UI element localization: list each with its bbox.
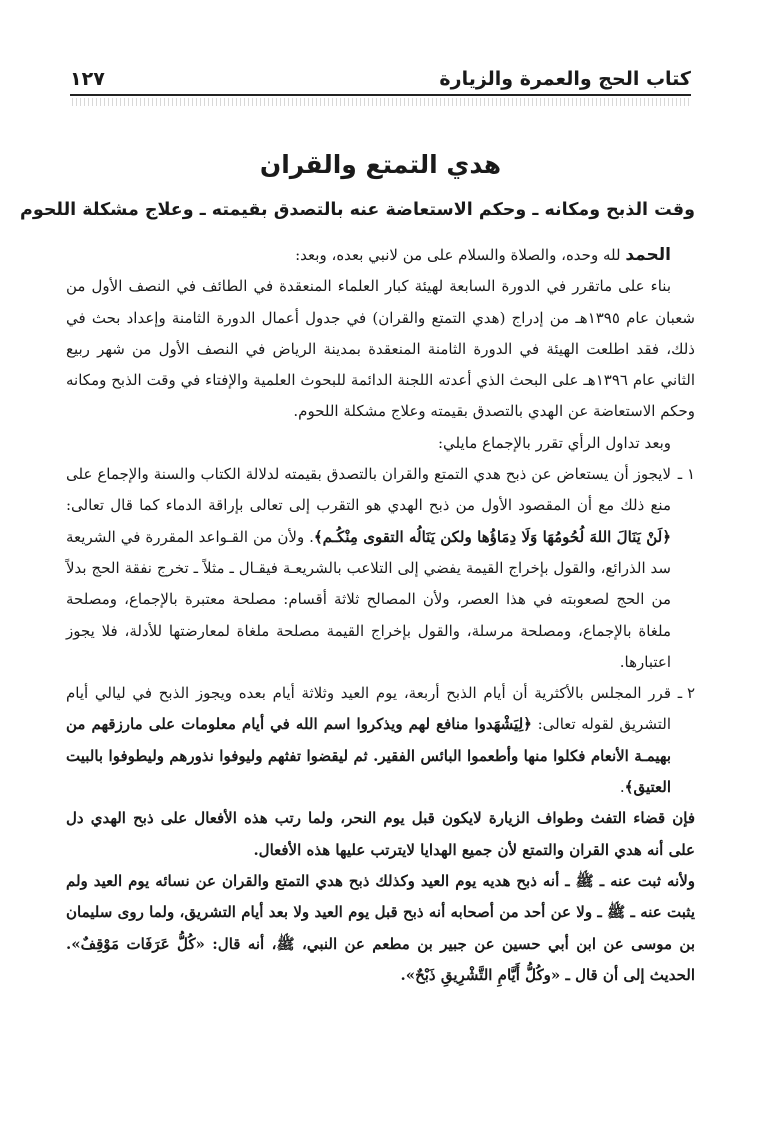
chapter-title: هدي التمتع والقران: [259, 150, 502, 179]
evidence-text-mid: . الحديث إلى أن قال ـ: [66, 934, 695, 984]
page-number: ١٢٧: [70, 68, 105, 90]
item-text-continued: .: [619, 778, 625, 797]
evidence-text: ولأنه ثبت عنه ـ ﷺ ـ أنه ذبح هديه يوم العيد وكذلك ذبح هدي التمتع والقران عن نسائه يوم العيد ولم يثبت عنه ـ ﷺ ـ ولا عن أحد من أصحابه أنه ذبح قبل يوم العيد ولا بعد أيام التشريق، ولما روى سليمان بن موسى عن ابن أبي حسين عن جبير بن مطعم عن النبي، ﷺ، أنه قال:: [66, 871, 696, 953]
intro-text: لله وحده، والصلاة والسلام على من لانبي بعده، وبعد:: [295, 246, 626, 264]
hadith-quote-1: «كُلُّ عَرَفَات مَوْقِفٌ»: [71, 934, 205, 953]
hamd-word: الحمد: [625, 245, 671, 265]
quran-verse: ﴿لِيَشْهَدوا منافع لهم ويذكروا اسم الله في أيام معلومات على مارزقهم من بهيمـة الأنعام فكلوا منها وأطعموا البائس الفقير. ثم ليقضوا تفثهم وليوفوا نذورهم وليطوفوا بالبيت العتيق﴾: [66, 715, 671, 797]
header-divider: [72, 98, 689, 106]
item-text-continued: . ولأن من القـواعد المقررة في الشريعة سد الذرائع، والقول بإخراج القيمة يفضي إلى التلاعب بالشريعـة فيقـال ـ مثلاً ـ تخرج نفقة الحج بدلاً من الحج لصعوبته في هذا العصر، ولأن المصالح ثلاثة أقسام: مصلحة معتبرة بالإجماع، ومصلحة ملغاة بالإجماع، ومصلحة مرسلة، والقول بإخراج القيمة مصلحة ملغاة لمعارضتها للأدلة، فلا يجوز اعتبارها.: [66, 527, 671, 671]
item-number: ١ ـ: [677, 465, 695, 484]
paragraph-explanation: فإن قضاء التفث وطواف الزيارة لايكون قبل يوم النحر، ولما رتب هذه الأفعال على ذبح الهدي دل على أنه هدي القران والتمتع لأن جميع الهدايا لايترتب عليها هذه الأفعال.: [66, 809, 695, 859]
paragraph-evidence: [66, 866, 695, 991]
decision-item-1: [66, 459, 695, 678]
item-text: قرر المجلس بالأكثرية أن أيام الذبح أربعة، يوم العيد وثلاثة أيام بعده ويجوز الذبح في ليالي أيام التشريق لقوله تعالى:: [66, 684, 671, 734]
evidence-text-end: .: [400, 965, 406, 984]
paragraph-consensus: وبعد تداول الرأي تقرر بالإجماع مايلي:: [438, 433, 671, 452]
chapter-subtitle: وقت الذبح ومكانه ـ وحكم الاستعاضة عنه بالتصدق بقيمته ـ وعلاج مشكلة اللحوم: [20, 200, 695, 220]
body-text: [66, 240, 695, 991]
decision-item-2: [66, 678, 695, 803]
paragraph-decision-background: بناء على ماتقرر في الدورة السابعة لهيئة كبار العلماء المنعقدة في الطائف في النصف الأول من شعبان عام ١٣٩٥هـ من إدراج (هدي التمتع والقران) في جدول أعمال الدورة الثامنة وإعداد بحث في ذلك، فقد اطلعت الهيئة في الدورة الثامنة المنعقدة بمدينة الرياض في النصف الأول من شهر ربيع الثاني عام ١٣٩٦هـ على البحث الذي أعدته اللجنة الدائمة للبحوث العلمية والإفتاء في وقت الذبح ومكانه وحكم الاستعاضة عن الهدي بالتصدق بقيمته وعلاج مشكلة اللحوم.: [66, 277, 696, 421]
item-text: لايجوز أن يستعاض عن ذبح هدي التمتع والقران بالتصدق بقيمته لدلالة الكتاب والسنة والإجماع على منع ذلك مع أن المقصود الأول من ذبح الهدي هو التقرب إلى تعالى بإراقة الدماء كما قال تعالى:: [66, 465, 671, 515]
running-header: [70, 50, 691, 96]
book-title: كتاب الحج والعمرة والزيارة: [439, 68, 691, 90]
quran-verse: ﴿لَنْ يَنَالَ اللهَ لُحُومُهَا وَلَا دِمَاؤُها ولكن يَنَالُه التقوى مِنْكُـم﴾: [313, 527, 671, 546]
item-number: ٢ ـ: [677, 684, 695, 703]
intro-paragraph: [66, 240, 695, 271]
hadith-quote-2: «وكُلُّ أَيَّامِ التَّشْرِيقِ ذَبْحٌ»: [405, 965, 561, 984]
